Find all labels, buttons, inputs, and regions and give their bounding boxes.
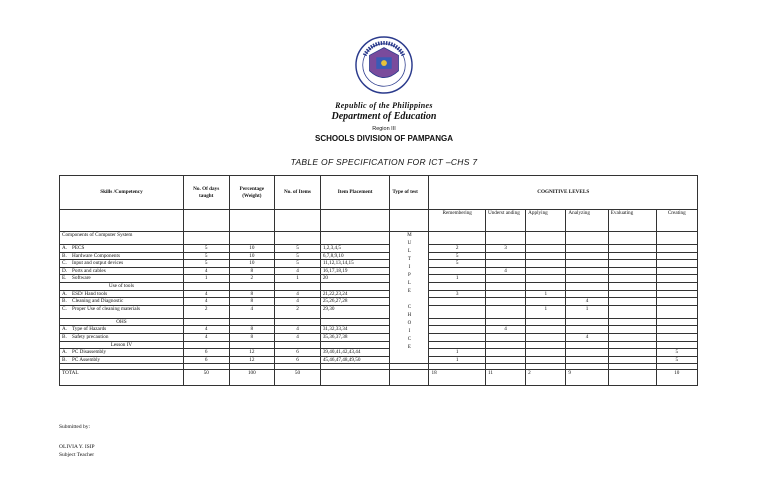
items-cell: 4 xyxy=(275,333,321,341)
level-cell xyxy=(608,232,656,245)
level-cell xyxy=(526,282,566,290)
level-cell xyxy=(429,318,486,326)
days-cell: 5 xyxy=(183,252,229,260)
level-cell xyxy=(526,260,566,268)
skill-cell xyxy=(60,275,184,283)
placement-cell: 11,12,13,14,15 xyxy=(320,260,390,268)
skill-letter: A. xyxy=(62,290,68,297)
items-cell: 5 xyxy=(275,245,321,253)
skill-cell xyxy=(60,333,184,341)
level-cell xyxy=(485,318,525,326)
table-row xyxy=(60,349,698,357)
level-cell xyxy=(608,282,656,290)
skill-label: Input and output devices xyxy=(72,260,124,267)
level-cell xyxy=(656,282,697,290)
table-row xyxy=(60,356,698,364)
skill-letter: D. xyxy=(62,267,68,274)
level-cell xyxy=(429,298,486,306)
level-cell xyxy=(608,356,656,364)
level-cell: 1 xyxy=(429,349,486,357)
level-cell xyxy=(608,326,656,334)
deped-seal-icon xyxy=(355,36,413,94)
skill-label: Safety precaution xyxy=(72,333,109,340)
section-row xyxy=(60,282,698,290)
level-cell xyxy=(566,326,608,334)
level-cell xyxy=(526,275,566,283)
placement-cell: 1,2,3,4,5 xyxy=(320,245,390,253)
section-row xyxy=(60,318,698,326)
level-cell xyxy=(485,305,525,318)
level-cell xyxy=(526,341,566,349)
total-percentage: 100 xyxy=(229,370,275,386)
items-cell: 4 xyxy=(275,326,321,334)
level-cell xyxy=(566,318,608,326)
table-row xyxy=(60,290,698,298)
level-cell: 1 xyxy=(526,305,566,318)
items-cell: 5 xyxy=(275,252,321,260)
days-cell: 5 xyxy=(183,260,229,268)
col-placement: Item Placement xyxy=(320,176,390,210)
table-row xyxy=(60,333,698,341)
level-cell xyxy=(485,341,525,349)
level-cell: 1 xyxy=(429,275,486,283)
items-cell: 4 xyxy=(275,298,321,306)
percentage-cell: 4 xyxy=(229,305,275,318)
level-cell xyxy=(608,349,656,357)
items-cell: 5 xyxy=(275,260,321,268)
skill-letter: E. xyxy=(62,275,67,282)
level-cell xyxy=(485,260,525,268)
level-cell xyxy=(566,282,608,290)
level-cell xyxy=(485,282,525,290)
level-cell xyxy=(429,326,486,334)
level-analyzing: Analyzing xyxy=(566,210,608,232)
level-cell xyxy=(526,318,566,326)
skill-label: ESD/ Hand tools xyxy=(72,290,108,297)
level-cell xyxy=(656,275,697,283)
level-cell xyxy=(566,267,608,275)
teacher-role: Subject Teacher xyxy=(59,452,95,458)
level-cell xyxy=(526,232,566,245)
col-percentage: Percentage (Weight) xyxy=(229,176,275,210)
level-cell xyxy=(429,333,486,341)
level-cell: 1 xyxy=(526,290,566,298)
skill-cell xyxy=(60,349,184,357)
section-label: Lesson IV xyxy=(60,341,184,349)
section-label: Components of Computer System xyxy=(60,232,184,245)
placement-cell: 35,36,37,38 xyxy=(320,333,390,341)
percentage-cell: 12 xyxy=(229,349,275,357)
total-level-cell: 9 xyxy=(566,370,608,386)
placement-cell: 21,22,23,24 xyxy=(320,290,390,298)
placement-cell: 6,7,8,9,10 xyxy=(320,252,390,260)
skill-label: PC Disassembly xyxy=(72,349,107,356)
skill-letter: A. xyxy=(62,349,68,356)
placement-cell: 29,30 xyxy=(320,305,390,318)
level-cell xyxy=(485,275,525,283)
level-cell xyxy=(656,252,697,260)
skill-label: PECS xyxy=(72,245,85,251)
total-level-cell xyxy=(608,370,656,386)
level-cell xyxy=(566,232,608,245)
percentage-cell: 8 xyxy=(229,333,275,341)
items-cell: 2 xyxy=(275,305,321,318)
skill-letter: B. xyxy=(62,252,67,259)
republic-heading: Republic of the Philippines xyxy=(335,101,433,110)
level-cell: 4 xyxy=(485,267,525,275)
table-row xyxy=(60,298,698,306)
level-cell: 2 xyxy=(429,245,486,253)
teacher-name: OLIVIA Y. ISIP xyxy=(59,444,95,450)
level-cell xyxy=(429,305,486,318)
level-cell xyxy=(608,341,656,349)
level-cell: 4 xyxy=(566,298,608,306)
placement-cell: 45,46,47,48,49,50 xyxy=(320,356,390,364)
days-cell: 2 xyxy=(183,305,229,318)
section-row xyxy=(60,232,698,245)
percentage-cell: 2 xyxy=(229,275,275,283)
percentage-cell: 8 xyxy=(229,267,275,275)
level-cell xyxy=(526,356,566,364)
col-cognitive: COGNITIVE LEVELS xyxy=(429,176,698,210)
skill-letter: B. xyxy=(62,356,67,363)
days-cell: 1 xyxy=(183,275,229,283)
percentage-cell: 10 xyxy=(229,252,275,260)
level-cell: 1 xyxy=(429,356,486,364)
level-cell xyxy=(608,267,656,275)
type-of-test-cell xyxy=(390,232,429,364)
level-cell xyxy=(608,305,656,318)
level-cell xyxy=(566,245,608,253)
days-cell: 5 xyxy=(183,245,229,253)
level-cell xyxy=(656,245,697,253)
level-cell xyxy=(566,275,608,283)
table-header-row xyxy=(60,176,698,210)
level-cell: 4 xyxy=(485,326,525,334)
percentage-cell: 10 xyxy=(229,260,275,268)
placement-cell: 31,32,33,34 xyxy=(320,326,390,334)
skill-cell xyxy=(60,305,184,318)
region-heading: Region III xyxy=(372,126,396,132)
level-cell xyxy=(485,298,525,306)
total-label: TOTAL xyxy=(60,370,184,386)
skill-cell xyxy=(60,290,184,298)
skill-cell xyxy=(60,356,184,364)
level-cell xyxy=(526,333,566,341)
skill-letter: A. xyxy=(62,326,68,333)
level-cell: 1 xyxy=(566,305,608,318)
total-level-cell: 11 xyxy=(485,370,525,386)
items-cell: 6 xyxy=(275,349,321,357)
level-cell xyxy=(608,333,656,341)
skill-label: PC Assembly xyxy=(72,356,101,363)
level-cell xyxy=(656,260,697,268)
skill-label: Cleaning and Diagnostic xyxy=(72,298,124,305)
placement-cell: 25,26,27,28 xyxy=(320,298,390,306)
table-row xyxy=(60,252,698,260)
level-cell xyxy=(526,298,566,306)
days-cell: 6 xyxy=(183,349,229,357)
level-cell xyxy=(485,232,525,245)
days-cell: 4 xyxy=(183,267,229,275)
skill-cell xyxy=(60,267,184,275)
level-evaluating: Evaluating xyxy=(608,210,656,232)
placement-cell: 20 xyxy=(320,275,390,283)
skill-cell xyxy=(60,245,184,253)
level-cell xyxy=(656,333,697,341)
level-cell xyxy=(656,290,697,298)
percentage-cell: 8 xyxy=(229,290,275,298)
level-cell xyxy=(566,341,608,349)
section-label: OHS xyxy=(60,318,184,326)
skill-label: Software xyxy=(72,275,91,282)
level-cell xyxy=(429,267,486,275)
level-cell: 5 xyxy=(656,349,697,357)
col-skills: Skills /Competency xyxy=(60,176,184,210)
level-cell xyxy=(608,298,656,306)
percentage-cell: 8 xyxy=(229,298,275,306)
total-row xyxy=(60,370,698,386)
level-cell xyxy=(526,349,566,357)
col-days: No. Of days taught xyxy=(183,176,229,210)
skill-letter: C. xyxy=(62,305,67,312)
placement-cell: 39,40,41,42,43,44 xyxy=(320,349,390,357)
level-cell xyxy=(429,282,486,290)
level-cell: 3 xyxy=(429,290,486,298)
level-cell xyxy=(656,341,697,349)
level-cell xyxy=(485,356,525,364)
table-row xyxy=(60,326,698,334)
level-cell xyxy=(485,252,525,260)
level-cell xyxy=(608,275,656,283)
department-heading: Department of Education xyxy=(331,111,437,122)
table-row xyxy=(60,260,698,268)
placement-cell: 16,17,18,19 xyxy=(320,267,390,275)
level-cell xyxy=(485,333,525,341)
items-cell: 4 xyxy=(275,267,321,275)
percentage-cell: 10 xyxy=(229,245,275,253)
items-cell: 4 xyxy=(275,290,321,298)
level-cell xyxy=(566,290,608,298)
level-cell xyxy=(566,252,608,260)
level-cell xyxy=(429,232,486,245)
table-row xyxy=(60,267,698,275)
level-cell xyxy=(429,341,486,349)
items-cell: 6 xyxy=(275,356,321,364)
percentage-cell: 12 xyxy=(229,356,275,364)
total-items: 50 xyxy=(275,370,321,386)
level-cell xyxy=(526,252,566,260)
submitted-label: Submitted by: xyxy=(59,424,91,430)
skill-label: Type of Hazards xyxy=(72,326,107,333)
level-cell xyxy=(526,326,566,334)
skill-letter: A. xyxy=(62,245,68,251)
total-level-cell: 2 xyxy=(526,370,566,386)
skill-label: Proper Use of cleaning materials xyxy=(72,305,140,312)
level-cell xyxy=(608,260,656,268)
level-cell xyxy=(526,267,566,275)
days-cell: 4 xyxy=(183,290,229,298)
skill-cell xyxy=(60,326,184,334)
skill-cell xyxy=(60,252,184,260)
level-cell: 5 xyxy=(429,252,486,260)
col-type: Type of test xyxy=(390,176,429,210)
page-title: TABLE OF SPECIFICATION FOR ICT –CHS 7 xyxy=(290,157,478,167)
level-cell: 5 xyxy=(429,260,486,268)
section-label: Use of tools xyxy=(60,282,184,290)
level-creating: Creating xyxy=(656,210,697,232)
skill-letter: C. xyxy=(62,260,67,267)
table-row xyxy=(60,245,698,253)
level-cell xyxy=(656,305,697,318)
level-cell: 3 xyxy=(485,245,525,253)
level-cell: 4 xyxy=(566,333,608,341)
level-cell xyxy=(566,260,608,268)
level-applying: Applying xyxy=(526,210,566,232)
total-days: 50 xyxy=(183,370,229,386)
days-cell: 4 xyxy=(183,298,229,306)
skill-cell xyxy=(60,298,184,306)
level-cell xyxy=(656,326,697,334)
section-row xyxy=(60,341,698,349)
total-level-cell: 18 xyxy=(429,370,486,386)
level-cell xyxy=(656,267,697,275)
level-cell xyxy=(566,349,608,357)
level-cell xyxy=(526,245,566,253)
table-row xyxy=(60,275,698,283)
days-cell: 6 xyxy=(183,356,229,364)
days-cell: 4 xyxy=(183,326,229,334)
specification-table xyxy=(59,175,698,386)
type-of-test-text: M U L T I P L E C H O I C E xyxy=(407,233,412,350)
skill-cell xyxy=(60,260,184,268)
division-heading: SCHOOLS DIVISION OF PAMPANGA xyxy=(315,134,453,143)
level-cell xyxy=(608,252,656,260)
level-cell: 5 xyxy=(656,356,697,364)
levels-header-row xyxy=(60,210,698,232)
level-cell xyxy=(656,232,697,245)
days-cell: 4 xyxy=(183,333,229,341)
items-cell: 1 xyxy=(275,275,321,283)
level-cell xyxy=(656,318,697,326)
total-level-cell: 10 xyxy=(656,370,697,386)
skill-letter: B. xyxy=(62,298,67,305)
col-items: No. of Items xyxy=(275,176,321,210)
level-cell xyxy=(608,290,656,298)
level-cell xyxy=(566,356,608,364)
level-cell xyxy=(485,290,525,298)
level-cell xyxy=(608,245,656,253)
skill-label: Hardware Components xyxy=(72,252,120,259)
level-cell xyxy=(608,318,656,326)
level-understanding: Underst anding xyxy=(485,210,525,232)
skill-letter: B. xyxy=(62,333,67,340)
level-remembering: Remembering xyxy=(429,210,486,232)
level-cell xyxy=(656,298,697,306)
percentage-cell: 8 xyxy=(229,326,275,334)
table-row xyxy=(60,305,698,318)
skill-label: Ports and cables xyxy=(72,267,106,274)
level-cell xyxy=(485,349,525,357)
